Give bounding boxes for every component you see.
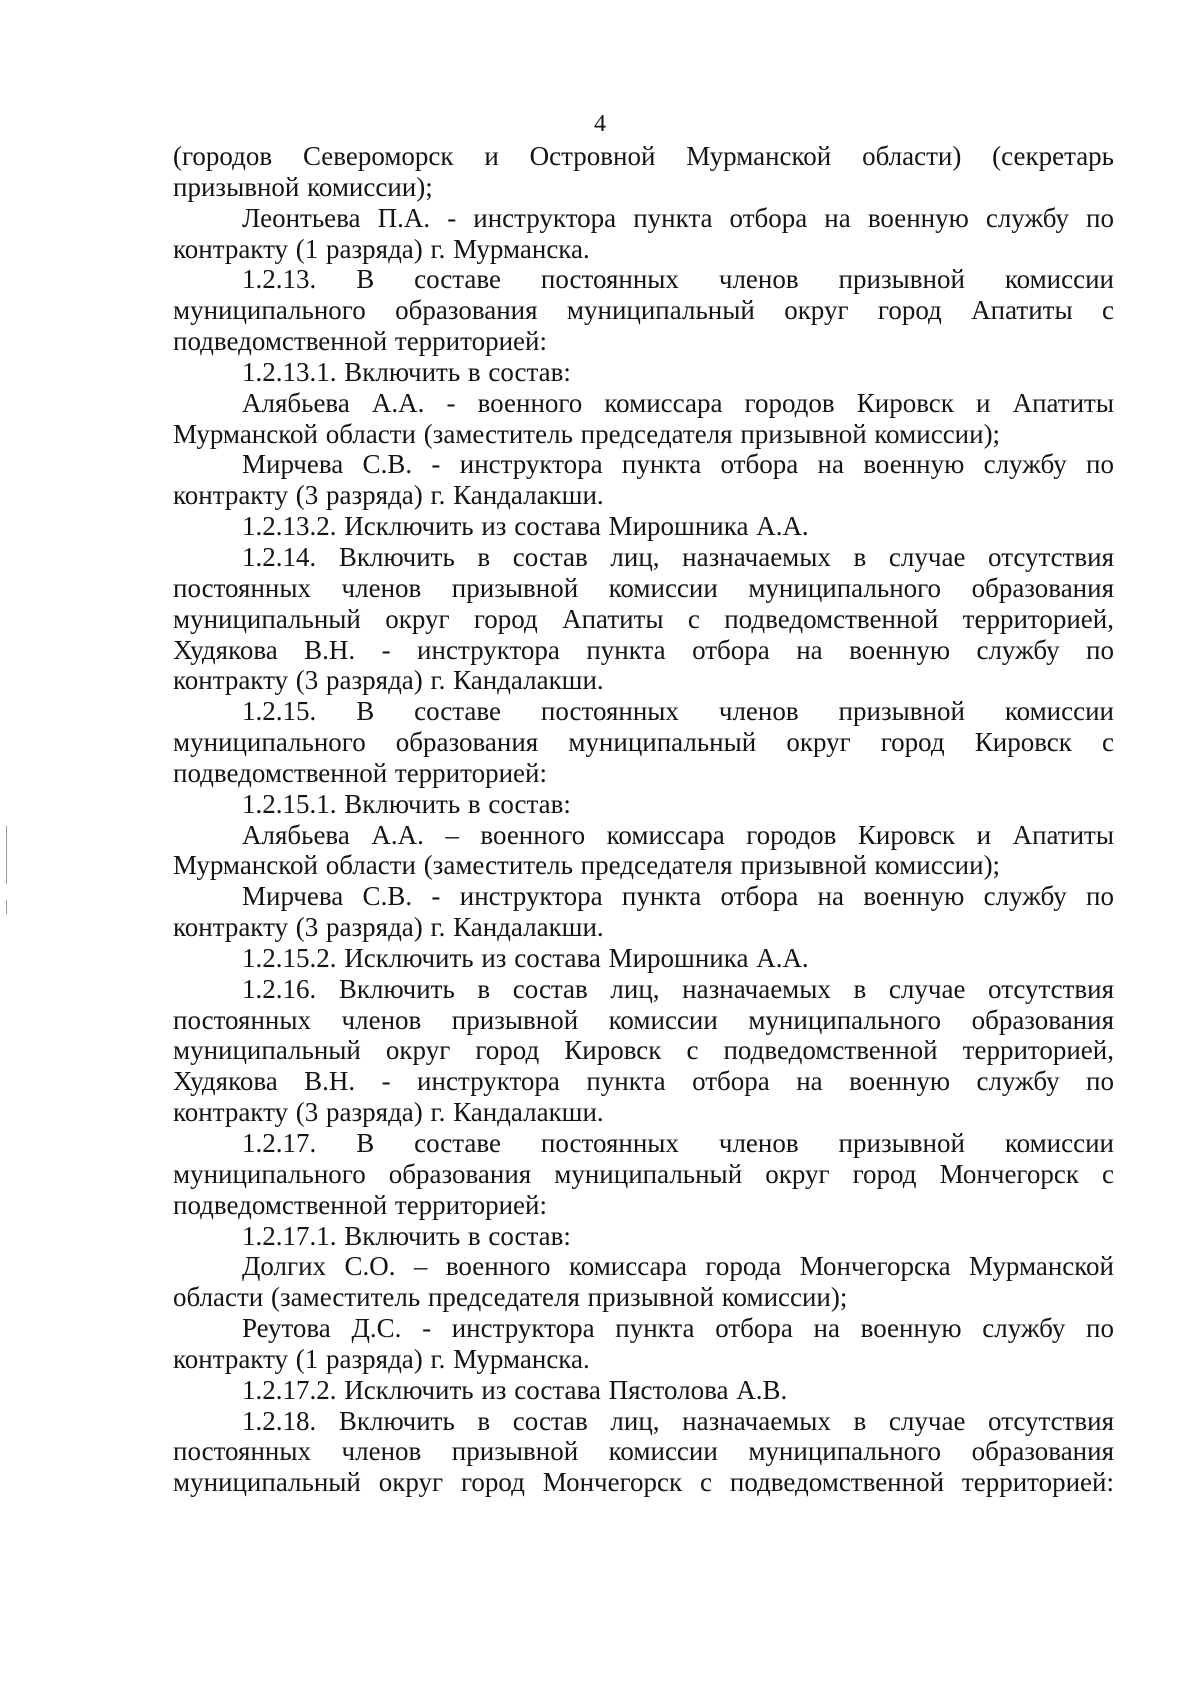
text-line: 1.2.16. Включить в состав лиц, назначаемых в случае отсутствия: [242, 973, 1114, 1004]
text-line: 1.2.15. В составе постоянных членов призывной комиссии: [242, 696, 1114, 727]
paragraph: [173, 974, 1114, 1128]
text-line: призывной комиссии);: [173, 171, 433, 202]
text-line: Долгих С.О. – военного комиссара города Мончегорска Мурманской: [242, 1251, 1114, 1282]
text-line: Реутова Д.С. - инструктора пункта отбора на военную службу по: [242, 1313, 1114, 1344]
text-line: подведомственной территорией:: [173, 757, 547, 788]
text-line: Алябьева А.А. - военного комиссара городов Кировск и Апатиты: [242, 387, 1114, 418]
paragraph: [173, 1406, 1114, 1499]
text-line: постоянных членов призывной комиссии муниципального образования: [173, 1004, 1114, 1035]
text-line: 1.2.15.2. Исключить из состава Мирошника А.А.: [242, 942, 809, 973]
paragraph: [173, 1128, 1114, 1221]
text-line: муниципального образования муниципальный округ город Мончегорск с: [173, 1158, 1114, 1189]
paragraph: [173, 357, 1114, 388]
paragraph: [173, 1221, 1114, 1252]
text-line: 1.2.14. Включить в состав лиц, назначаемых в случае отсутствия: [242, 541, 1114, 572]
paragraph: [173, 511, 1114, 542]
text-line: 1.2.17. В составе постоянных членов призывной комиссии: [242, 1128, 1114, 1158]
text-line: постоянных членов призывной комиссии муниципального образования: [173, 572, 1114, 603]
paragraph: [173, 789, 1114, 820]
text-line: 1.2.17.1. Включить в состав:: [242, 1220, 571, 1251]
text-line: Худякова В.Н. - инструктора пункта отбора на военную службу по: [173, 634, 1114, 665]
text-line: муниципальный округ город Мончегорск с подведомственной территорией:: [173, 1467, 1114, 1498]
text-line: Алябьева А.А. – военного комиссара городов Кировск и Апатиты: [242, 819, 1114, 850]
text-line: Леонтьева П.А. - инструктора пункта отбора на военную службу по: [242, 202, 1114, 233]
paragraph: [173, 449, 1114, 511]
paragraph: [173, 542, 1114, 696]
paragraph: [173, 1375, 1114, 1406]
text-line: Мурманской области (заместитель председателя призывной комиссии);: [173, 418, 1001, 449]
scan-artifact-mark: [6, 826, 7, 884]
text-line: подведомственной территорией:: [173, 326, 547, 357]
text-line: контракту (3 разряда) г. Кандалакши.: [173, 665, 604, 696]
text-line: Худякова В.Н. - инструктора пункта отбора на военную службу по: [173, 1066, 1114, 1097]
paragraph: [173, 943, 1114, 974]
paragraph: [173, 1251, 1114, 1313]
paragraph: [173, 696, 1114, 789]
text-line: муниципального образования муниципальный округ город Кировск с: [173, 727, 1114, 758]
text-line: 1.2.13.2. Исключить из состава Мирошника А.А.: [242, 511, 809, 542]
text-line: контракту (3 разряда) г. Кандалакши.: [173, 480, 604, 511]
text-line: 1.2.13.1. Включить в состав:: [242, 356, 571, 387]
text-line: 1.2.15.1. Включить в состав:: [242, 788, 571, 819]
text-line: Мирчева С.В. - инструктора пункта отбора на военную службу по: [242, 449, 1114, 480]
text-line: 1.2.17.2. Исключить из состава Пястолова А.В.: [242, 1374, 788, 1405]
text-line: контракту (1 разряда) г. Мурманска.: [173, 233, 590, 264]
text-line: контракту (1 разряда) г. Мурманска.: [173, 1343, 590, 1374]
text-line: контракту (3 разряда) г. Кандалакши.: [173, 912, 604, 943]
text-line: подведомственной территорией:: [173, 1189, 547, 1220]
paragraph: [173, 1313, 1114, 1375]
text-line: постоянных членов призывной комиссии муниципального образования: [173, 1436, 1114, 1467]
text-line: 1.2.13. В составе постоянных членов призывной комиссии: [242, 264, 1114, 295]
text-line: Мурманской области (заместитель председателя призывной комиссии);: [173, 850, 1001, 881]
page-number: 4: [594, 111, 606, 137]
text-line: 1.2.18. Включить в состав лиц, назначаемых в случае отсутствия: [242, 1405, 1114, 1436]
text-line: контракту (3 разряда) г. Кандалакши.: [173, 1097, 604, 1128]
paragraph: [173, 881, 1114, 943]
text-line: Мирчева С.В. - инструктора пункта отбора на военную службу по: [242, 881, 1114, 912]
text-line: (городов Североморск и Островной Мурманской области) (секретарь: [173, 141, 1114, 171]
paragraph: [173, 141, 1114, 203]
text-line: области (заместитель председателя призывной комиссии);: [173, 1282, 848, 1313]
paragraph: [173, 388, 1114, 450]
paragraph: [173, 264, 1114, 357]
document-body: [173, 141, 1114, 1498]
text-line: муниципальный округ город Апатиты с подведомственной территорией,: [173, 603, 1114, 634]
text-line: муниципального образования муниципальный округ город Апатиты с: [173, 295, 1114, 326]
scan-artifact-mark: [6, 900, 7, 914]
paragraph: [173, 820, 1114, 882]
paragraph: [173, 203, 1114, 265]
text-line: муниципальный округ город Кировск с подведомственной территорией,: [173, 1035, 1114, 1066]
